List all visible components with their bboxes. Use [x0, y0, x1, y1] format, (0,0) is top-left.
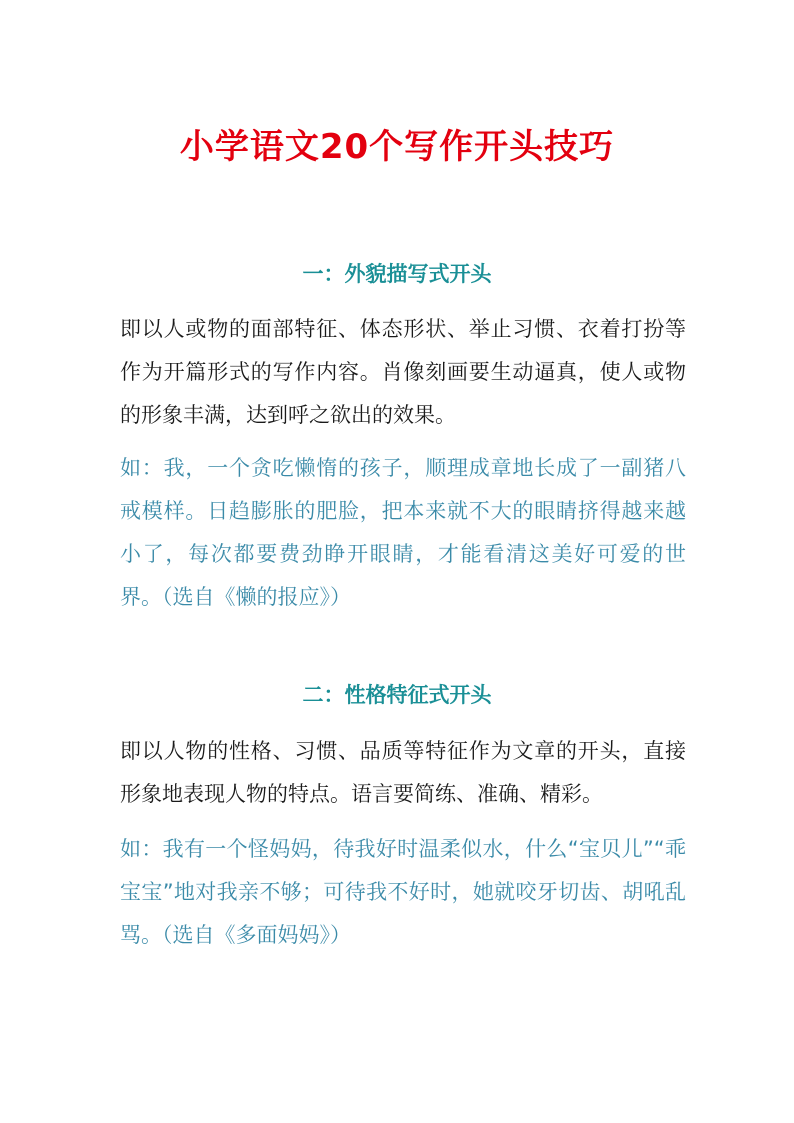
section-1-example: 如：我，一个贪吃懒惰的孩子，顺理成章地长成了一副猪八戒模样。日趋膨胀的肥脸，把本来就不大的眼睛挤得越来越小了，每次都要费劲睁开眼睛，才能看清这美好可爱的世界。（选自《懒的报应》） [120, 456, 686, 609]
section-2-example: 如：我有一个怪妈妈，待我好时温柔似水，什么“宝贝儿”“乖宝宝”地对我亲不够；可待我不好时，她就咬牙切齿、胡吼乱骂。（选自《多面妈妈》） [120, 837, 686, 947]
section-2-heading: 二：性格特征式开头 [302, 683, 492, 707]
section-2-body: 即以人物的性格、习惯、品质等特征作为文章的开头，直接形象地表现人物的特点。语言要简练、准确、精彩。 [120, 739, 686, 806]
document-title: 小学语文20个写作开头技巧 [179, 127, 615, 167]
section-1-body: 即以人或物的面部特征、体态形状、举止习惯、衣着打扮等作为开篇形式的写作内容。肖像刻画要生动逼真，使人或物的形象丰满，达到呼之欲出的效果。 [120, 317, 686, 427]
section-1-heading: 一：外貌描写式开头 [302, 262, 492, 286]
